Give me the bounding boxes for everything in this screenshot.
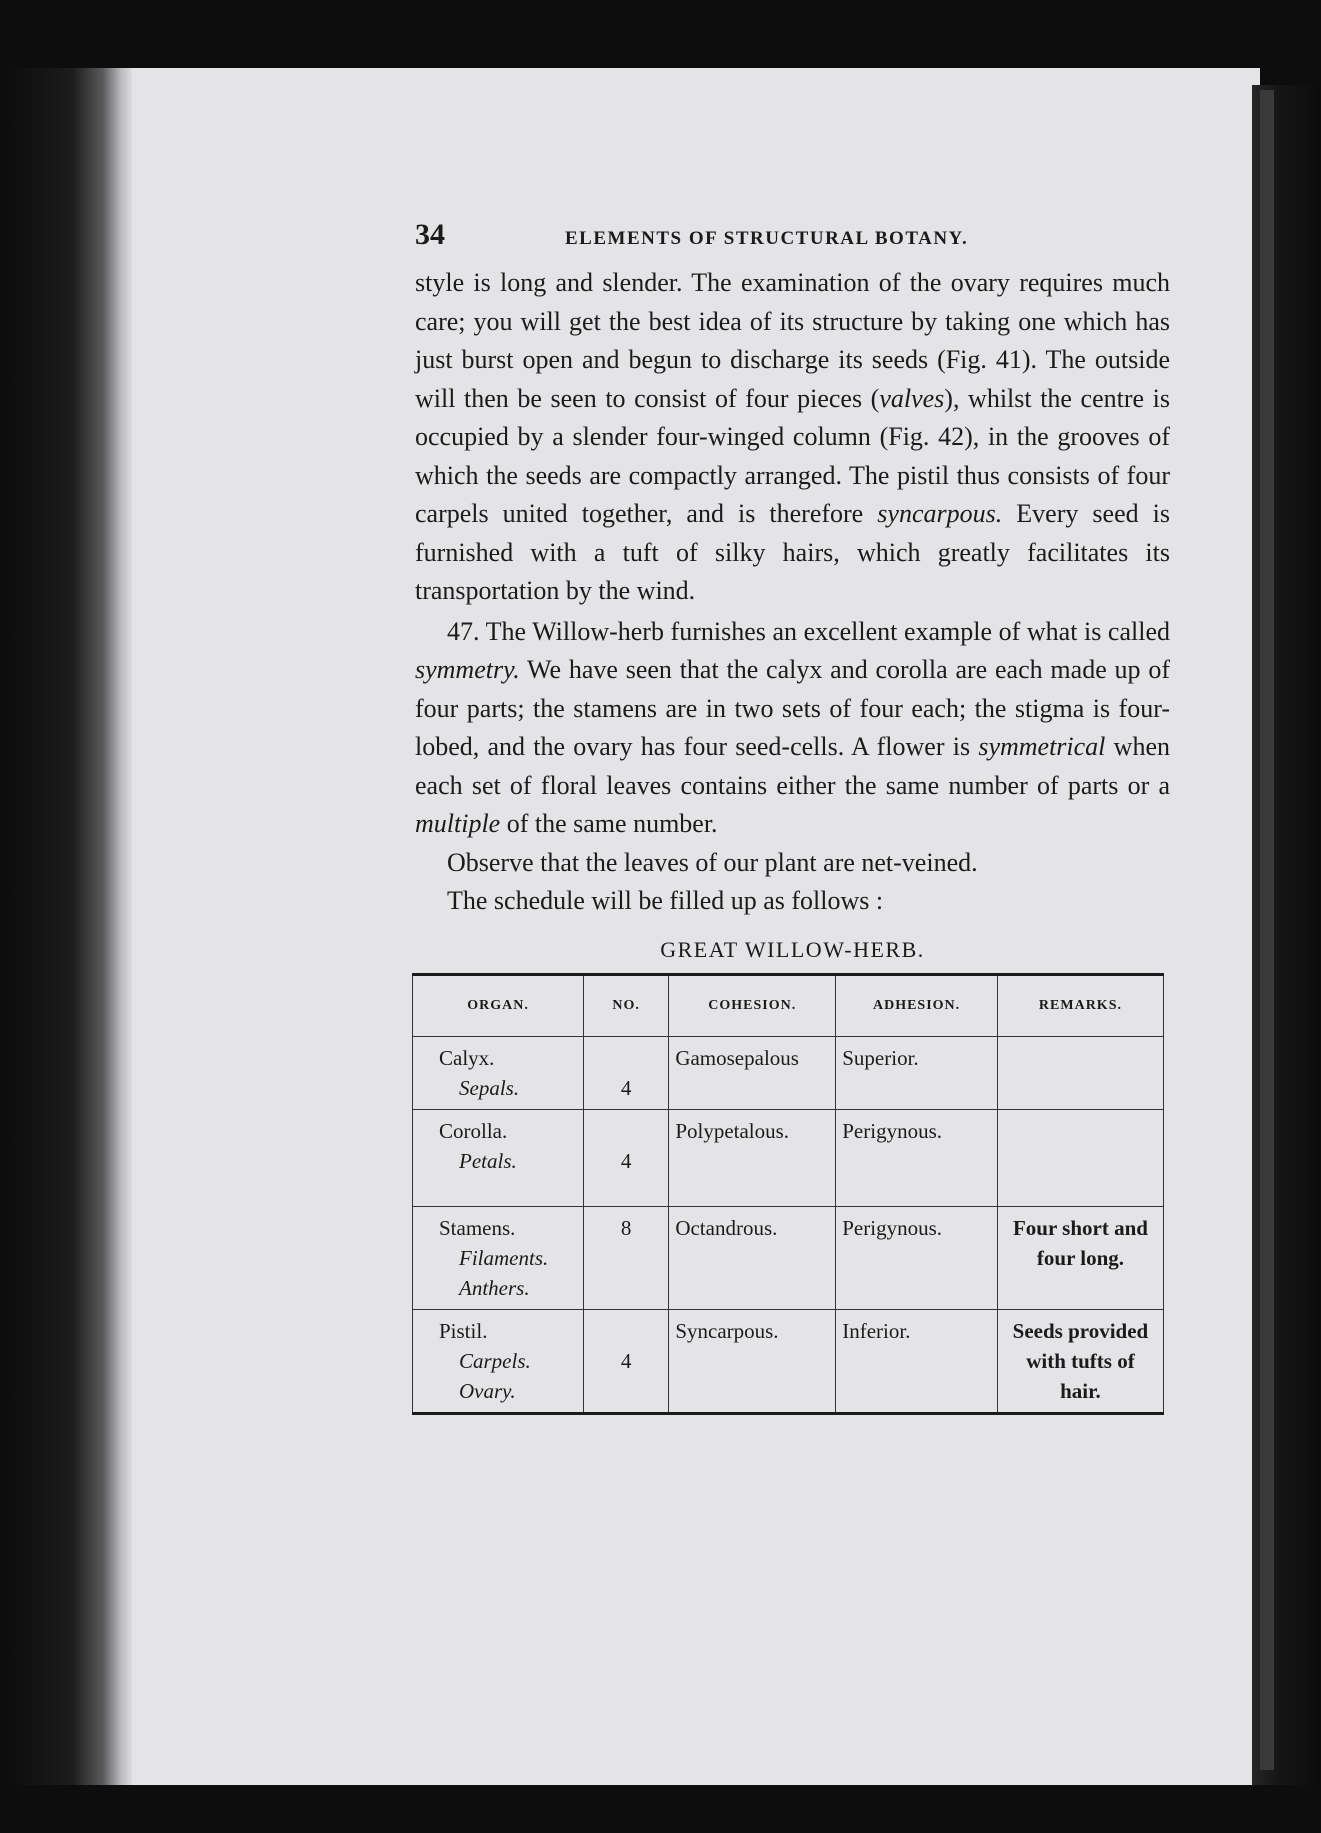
table-caption: GREAT WILLOW-HERB.: [660, 936, 925, 962]
adhesion-cell: Perigynous.: [836, 1206, 998, 1309]
adhesion-cell: Perigynous.: [836, 1109, 998, 1206]
running-header: [415, 218, 1170, 258]
organ-name: Stamens.: [439, 1215, 516, 1240]
remarks-cell: [997, 1036, 1163, 1109]
table-row: [413, 1036, 1164, 1109]
page-number: 34: [415, 218, 445, 251]
cohesion-cell: Gamosepalous: [669, 1036, 836, 1109]
table-row: [413, 1109, 1164, 1206]
organ-part: Anthers.: [459, 1275, 530, 1300]
text-run: Every seed is furnished with a tuft of silky hairs, which greatly facilitates its transportation by the wind.: [415, 499, 1171, 605]
header-no: NO.: [584, 974, 669, 1036]
remarks-cell: Four short and four long.: [997, 1206, 1163, 1309]
text-run: when each set of floral leaves contains either the same number of parts or a: [415, 732, 1170, 800]
italic-term-valves: valves: [879, 383, 945, 413]
organ-part: Ovary.: [459, 1378, 516, 1403]
right-page-edge-strip: [1260, 90, 1274, 1770]
organ-cell: [413, 1109, 584, 1206]
text-run: We have seen that the calyx and corolla are each made up of four parts; the stamens are in two sets of four each; the stigma is four-lobed, and the ovary has four seed-cells. A flower is: [415, 655, 1170, 761]
schedule-table: [412, 973, 1164, 1415]
number-cell: [584, 1036, 669, 1109]
organ-part: Petals.: [459, 1148, 517, 1173]
organ-cell: [413, 1036, 584, 1109]
italic-term-symmetrical: symmetrical: [978, 732, 1106, 761]
header-cohesion: COHESION.: [669, 974, 836, 1036]
paragraph-ovary: [415, 264, 1170, 611]
cohesion-cell: Syncarpous.: [669, 1309, 836, 1413]
italic-term-multiple: multiple: [415, 809, 501, 838]
organ-name: Calyx.: [439, 1045, 495, 1070]
text-run: of the same number.: [500, 809, 718, 838]
organ-count: 8: [620, 1215, 632, 1240]
left-binding-gutter: [0, 68, 132, 1785]
header-organ: ORGAN.: [413, 974, 584, 1036]
organ-part: Filaments.: [459, 1245, 549, 1270]
italic-term-syncarpous: syncarpous.: [877, 499, 1003, 528]
number-cell: [584, 1309, 669, 1413]
text-run: 47. The Willow-herb furnishes an excellent example of what is called: [447, 616, 1170, 646]
table-row: [413, 1206, 1164, 1309]
table-row: [413, 1309, 1164, 1413]
cohesion-cell: Octandrous.: [669, 1206, 836, 1309]
text-run: style is long and slender. The examination of the ovary requires much care; you will get the best idea of its structure by taking one which has just burst open and begun to discharge its seeds (Fig. 41). The outside will then be seen to consist of four pieces (: [415, 268, 1170, 413]
remarks-cell: [997, 1109, 1163, 1206]
organ-count: 4: [620, 1148, 632, 1173]
organ-name: Pistil.: [439, 1318, 488, 1343]
header-adhesion: ADHESION.: [836, 974, 998, 1036]
organ-count: 4: [620, 1075, 632, 1100]
cohesion-cell: Polypetalous.: [669, 1109, 836, 1206]
organ-part: Carpels.: [459, 1348, 531, 1373]
organ-cell: [413, 1309, 584, 1413]
remarks-cell: Seeds provided with tufts of hair.: [997, 1309, 1163, 1413]
page-content: [415, 218, 1170, 1415]
organ-cell: [413, 1206, 584, 1309]
number-cell: [584, 1109, 669, 1206]
organ-count: 4: [620, 1348, 632, 1373]
text-run: ), whilst the centre is occupied by a slender four-winged column (Fig. 42), in the grooves of which the seeds are compactly arranged. The pistil thus consists of four carpels united together, and is therefore: [415, 383, 1170, 528]
paragraph-net-veined: Observe that the leaves of our plant are net-veined.: [447, 847, 978, 877]
table-header-row: [413, 974, 1164, 1036]
organ-part: Sepals.: [459, 1075, 520, 1100]
italic-term-symmetry: symmetry.: [415, 655, 520, 684]
number-cell: [584, 1206, 669, 1309]
paragraph-symmetry: [415, 613, 1170, 844]
adhesion-cell: Inferior.: [836, 1309, 998, 1413]
header-remarks: REMARKS.: [997, 974, 1163, 1036]
adhesion-cell: Superior.: [836, 1036, 998, 1109]
paragraph-schedule-intro: The schedule will be filled up as follows :: [447, 886, 884, 915]
running-title: ELEMENTS OF STRUCTURAL BOTANY.: [565, 228, 969, 249]
organ-name: Corolla.: [439, 1118, 508, 1143]
